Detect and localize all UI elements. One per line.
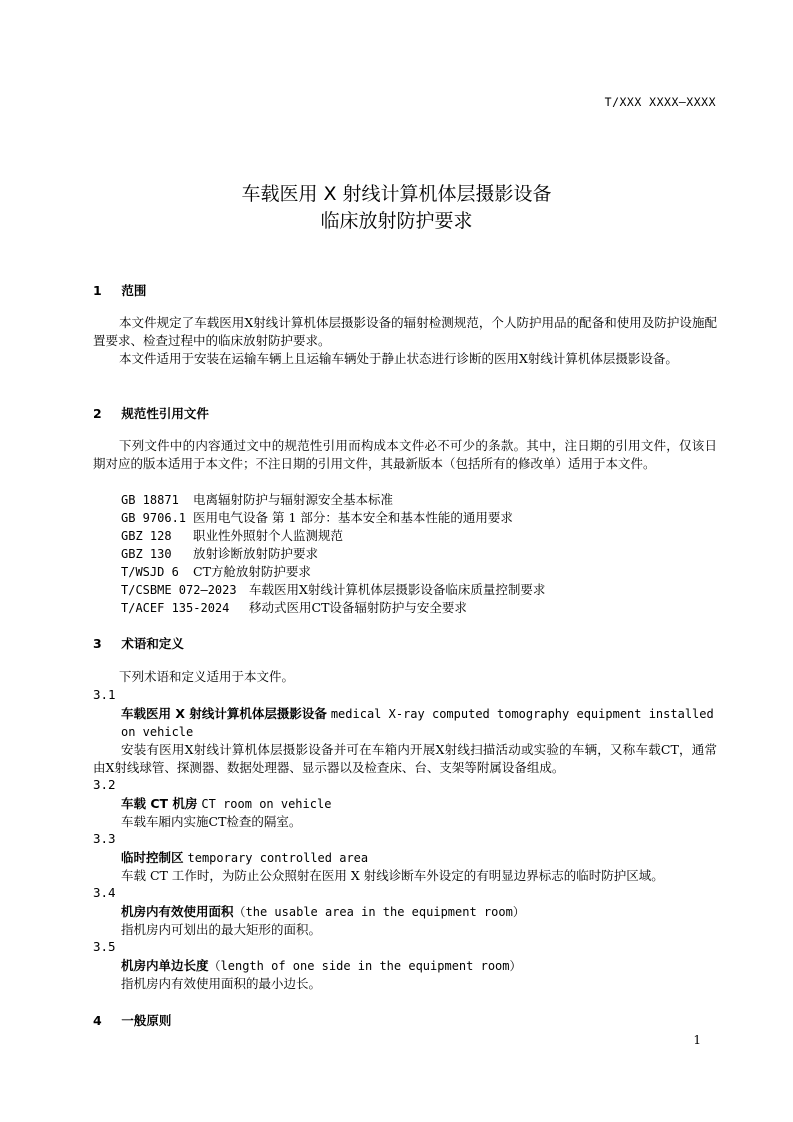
- section-title: 术语和定义: [121, 636, 184, 651]
- paragraph: 本文件规定了车载医用X射线计算机体层摄影设备的辐射检测规范，个人防护用品的配备和使用及防护设施配置要求、检查过程中的临床放射防护要求。: [93, 315, 717, 348]
- reference-title: 电离辐射防护与辐射源安全基本标准: [193, 492, 394, 507]
- reference-item: [121, 563, 311, 581]
- section-number: 4: [93, 1013, 102, 1028]
- term-zh: 车载 CT 机房: [121, 796, 198, 811]
- reference-title: 医用电气设备 第 1 部分：基本安全和基本性能的通用要求: [193, 510, 513, 525]
- term-definition: 安装有医用X射线计算机体层摄影设备并可在车箱内开展X射线扫描活动或实验的车辆，又称车载CT，通常由X射线球管、探测器、数据处理器、显示器以及检查床、台、支架等附属设备组成。: [93, 742, 717, 775]
- term-definition: 指机房内有效使用面积的最小边长。: [121, 976, 322, 991]
- section-number: 3: [93, 636, 102, 651]
- section-2-heading: [93, 404, 209, 422]
- reference-code: T/ACEF 135-2024: [121, 601, 230, 615]
- standard-code: T/XXX XXXX—XXXX: [604, 95, 716, 109]
- term-zh: 机房内单边长度: [121, 958, 209, 973]
- term-en: medical X-ray computed tomography equipment installed on vehicle: [121, 707, 714, 739]
- document-title-line2: 临床放射防护要求: [320, 210, 473, 232]
- term-definition: 车载 CT 工作时，为防止公众照射在医用 X 射线诊断车外设定的有明显边界标志的临时防护区域。: [121, 868, 664, 883]
- term-number: 3.1: [93, 687, 116, 702]
- reference-code: GBZ 128: [121, 529, 172, 543]
- reference-code: T/CSBME 072—2023: [121, 583, 237, 597]
- section-1-heading: [93, 281, 146, 299]
- document-title-line1: 车载医用 X 射线计算机体层摄影设备: [241, 183, 552, 205]
- term-number: 3.5: [93, 939, 116, 954]
- section-4-heading: [93, 1011, 171, 1029]
- page-number: 1: [693, 1033, 701, 1047]
- reference-code: GBZ 130: [121, 547, 172, 561]
- section-3-heading: [93, 634, 184, 652]
- reference-code: GB 9706.1: [121, 511, 187, 525]
- reference-title: CT方舱放射防护要求: [193, 564, 311, 579]
- reference-title: 移动式医用CT设备辐射防护与安全要求: [249, 600, 467, 615]
- term-zh: 机房内有效使用面积: [121, 904, 234, 919]
- term-en: （the usable area in the equipment room）: [233, 905, 525, 919]
- section-number: 2: [93, 406, 102, 421]
- section-title: 规范性引用文件: [121, 406, 209, 421]
- term-heading: [121, 957, 721, 975]
- reference-title: 职业性外照射个人监测规范: [193, 528, 344, 543]
- reference-item: [121, 527, 343, 545]
- term-definition: 指机房内可划出的最大矩形的面积。: [121, 922, 322, 937]
- term-heading: [121, 849, 721, 867]
- term-en: temporary controlled area: [187, 851, 369, 865]
- section-number: 1: [93, 283, 102, 298]
- paragraph: 下列术语和定义适用于本文件。: [119, 669, 295, 684]
- section-title: 一般原则: [121, 1013, 172, 1028]
- section-title: 范围: [121, 283, 147, 298]
- term-zh: 车载医用 X 射线计算机体层摄影设备: [121, 706, 327, 721]
- term-en: CT room on vehicle: [201, 797, 332, 811]
- term-number: 3.3: [93, 831, 116, 846]
- reference-item: [121, 545, 318, 563]
- term-number: 3.4: [93, 885, 116, 900]
- term-heading: [121, 903, 721, 921]
- reference-item: [121, 581, 545, 599]
- term-definition: 车载车厢内实施CT检查的隔室。: [121, 814, 302, 829]
- term-zh: 临时控制区: [121, 850, 184, 865]
- reference-code: GB 18871: [121, 493, 179, 507]
- term-heading: [121, 705, 721, 741]
- reference-title: 车载医用X射线计算机体层摄影设备临床质量控制要求: [249, 582, 546, 597]
- term-heading: [121, 795, 721, 813]
- paragraph: 下列文件中的内容通过文中的规范性引用而构成本文件必不可少的条款。其中，注日期的引用文件，仅该日期对应的版本适用于本文件；不注日期的引用文件，其最新版本（包括所有的修改单）适用于本文件。: [93, 438, 717, 471]
- reference-item: [121, 491, 393, 509]
- term-en: （length of one side in the equipment room）: [208, 959, 522, 973]
- reference-title: 放射诊断放射防护要求: [193, 546, 319, 561]
- reference-item: [121, 599, 467, 617]
- reference-item: [121, 509, 513, 527]
- reference-code: T/WSJD 6: [121, 565, 179, 579]
- paragraph: 本文件适用于安装在运输车辆上且运输车辆处于静止状态进行诊断的医用X射线计算机体层摄影设备。: [119, 351, 678, 366]
- term-number: 3.2: [93, 777, 116, 792]
